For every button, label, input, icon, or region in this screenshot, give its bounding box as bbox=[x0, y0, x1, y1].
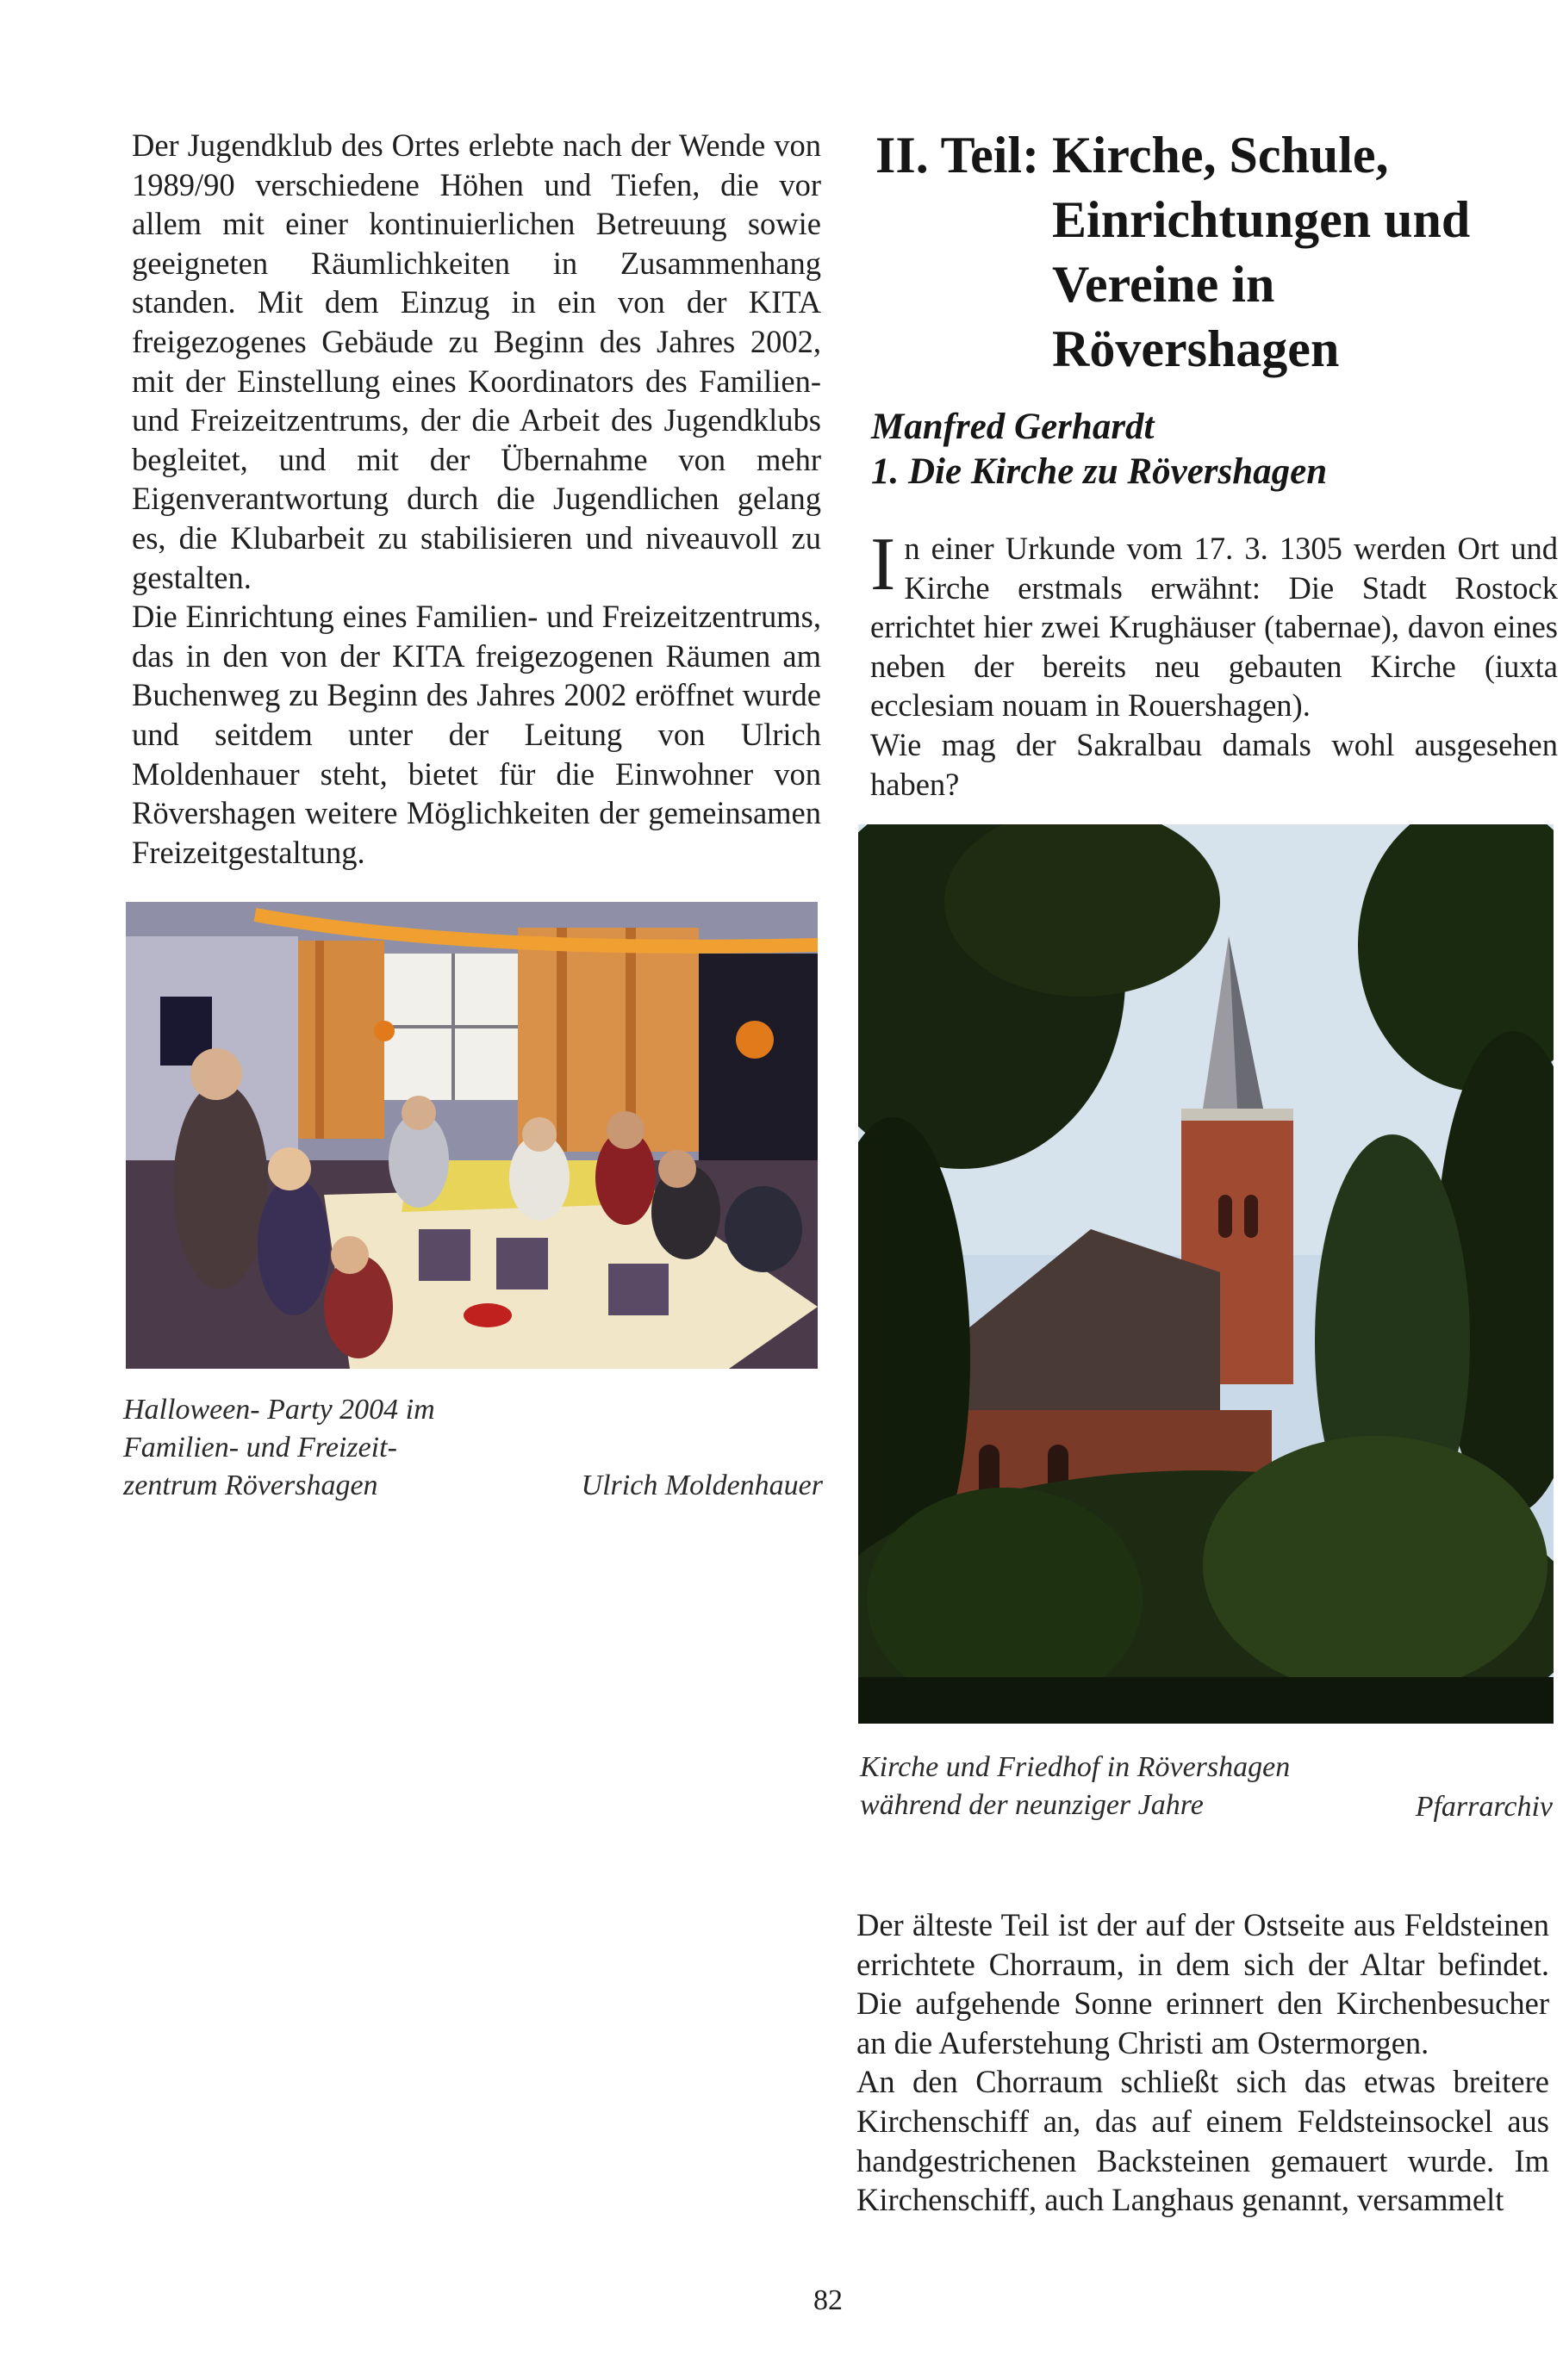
intro-block bbox=[870, 523, 1558, 804]
church-photo-credit: Pfarrarchiv bbox=[1415, 1791, 1553, 1823]
part-number: II. Teil: bbox=[875, 127, 1040, 183]
part-title-line: Kirche, Schule, bbox=[1052, 127, 1389, 183]
church-photo bbox=[858, 824, 1554, 1724]
left-text-column bbox=[132, 126, 821, 872]
chapter-title: 1. Die Kirche zu Rövershagen bbox=[871, 451, 1328, 492]
intro-paragraph bbox=[870, 523, 1558, 725]
halloween-photo-credit: Ulrich Moldenhauer bbox=[581, 1470, 823, 1501]
halloween-photo-caption bbox=[123, 1391, 468, 1505]
author-name: Manfred Gerhardt bbox=[871, 407, 1155, 447]
part-title-line: Vereine in Rövershagen bbox=[1052, 256, 1340, 377]
part-title-line: Einrichtungen und bbox=[1052, 191, 1471, 248]
caption-line: Familien- und Freizeit- bbox=[123, 1432, 397, 1463]
church-photo-caption bbox=[860, 1749, 1377, 1824]
caption-line: zentrum Rövershagen bbox=[123, 1470, 378, 1501]
paragraph-jugendklub: Der Jugendklub des Ortes erlebte nach der Wende von 1989/90 verschiedene Höhen und Tiefen, die vor allem mit einer kontinuierlichen Betreuung sowie geeigneten Räumlichkeiten in Zusammenhang standen. Mit dem Einzug in ein von der KITA freigezogenes Gebäude zu Beginn des Jahres 2002, mit der Einstellung eines Koordinators des Familien- und Freizeitzentrums, der die Arbeit des Jugendklubs begleitet, und mit der Übernahme von mehr Eigenverantwortung durch die Jugendlichen gelang es, die Klubarbeit zu stabilisieren und niveauvoll zu gestalten. bbox=[132, 127, 821, 595]
caption-line: während der neunziger Jahre bbox=[860, 1789, 1204, 1821]
page-number: 82 bbox=[813, 2284, 843, 2316]
paragraph-chorraum: Der älteste Teil ist der auf der Ostseite aus Feldsteinen errichtete Chorraum, in dem sich der Altar befindet. Die aufgehende Sonne erinnert den Kirchenbesucher an die Auferstehung Christi am Ostermorgen. bbox=[856, 1907, 1549, 2060]
halloween-party-photo bbox=[126, 902, 818, 1369]
paragraph-kirchenschiff: An den Chorraum schließt sich das etwas breitere Kirchenschiff an, das auf einem Feldsteinsockel aus handgestrichenen Backsteinen gemauert wurde. Im Kirchenschiff, auch Langhaus genannt, versammelt bbox=[856, 2064, 1549, 2218]
paragraph-familienzentrum: Die Einrichtung eines Familien- und Freizeitzentrums, das in den von der KITA freigezogenen Räumen am Buchenweg zu Beginn des Jahres 2002 eröffnet wurde und seitdem unter der Leitung von Ulrich Moldenhauer steht, bietet für die Einwohner von Rövershagen weitere Möglichkeiten der gemeinsamen Freizeitgestaltung. bbox=[132, 599, 821, 870]
caption-line: Halloween- Party 2004 im bbox=[123, 1394, 435, 1426]
author-and-chapter bbox=[871, 405, 1552, 494]
part-heading bbox=[875, 123, 1556, 382]
caption-line: Kirche und Friedhof in Rövershagen bbox=[860, 1751, 1291, 1783]
right-text-column bbox=[856, 1905, 1549, 2220]
drop-cap: I bbox=[870, 523, 896, 606]
intro-question: Wie mag der Sakralbau damals wohl ausgesehen haben? bbox=[870, 726, 1558, 802]
intro-text: n einer Urkunde vom 17. 3. 1305 werden Ort und Kirche erstmals erwähnt: Die Stadt Rostock errichtet hier zwei Krughäuser (tabernae), davon eines neben der bereits neu gebauten Kirche (iuxta ecclesiam nouam in Rouershagen). bbox=[870, 531, 1558, 724]
